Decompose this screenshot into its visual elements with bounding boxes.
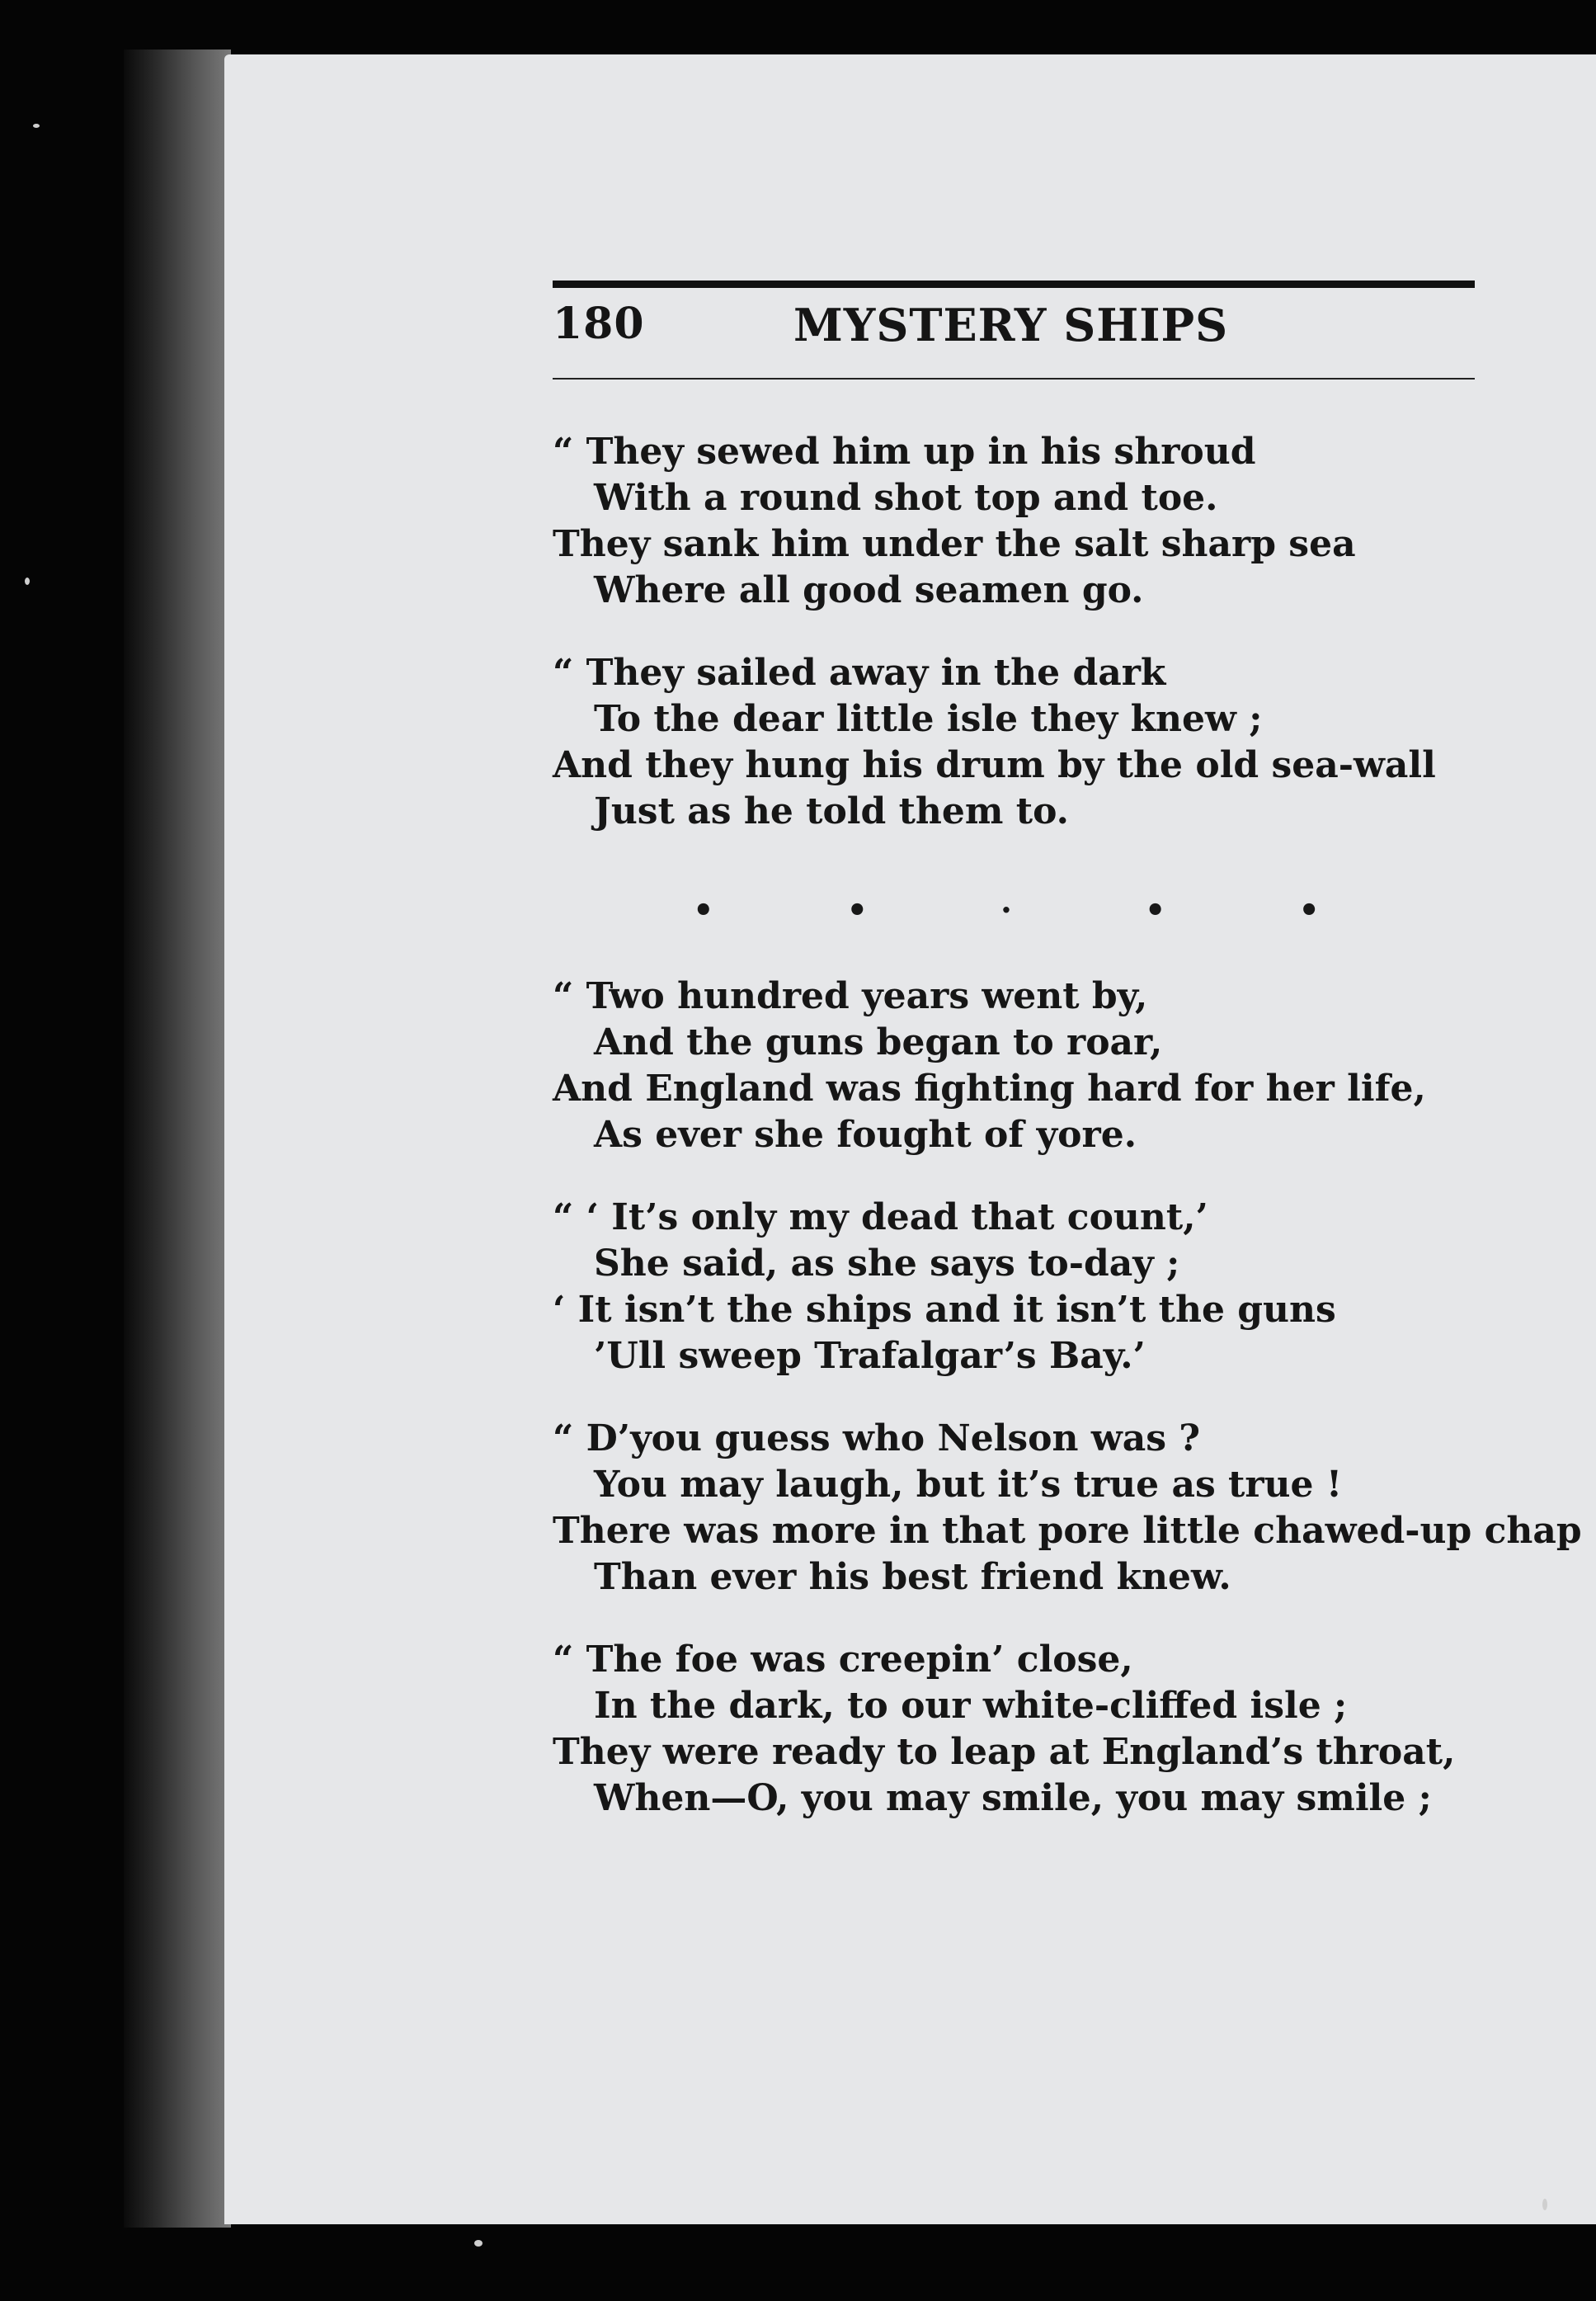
scan-speck [25,578,30,585]
poem-line: ’Ull sweep Trafalgar’s Bay.’ [594,1335,1146,1377]
ornament-dot: • [1144,891,1166,930]
ornament-dot: • [693,891,714,930]
stanza-1 [553,429,1526,614]
poem-line: And they hung his drum by the old sea-wall [553,744,1436,786]
scan-speck [474,2240,483,2247]
poem-line: She said, as she says to-day ; [594,1242,1180,1285]
scan-speck [1542,2199,1547,2210]
poem-line: “ They sailed away in the dark [553,652,1166,694]
poem-line: They sank him under the salt sharp sea [553,523,1356,565]
poem-line: “ D’you guess who Nelson was ? [553,1417,1201,1459]
running-head: MYSTERY SHIPS [793,299,1229,351]
poem-line: When—O, you may smile, you may smile ; [594,1777,1432,1819]
poem-line: Just as he told them to. [594,790,1069,832]
stanza-3 [553,974,1526,1158]
stanza-6 [553,1637,1526,1822]
poem-line: There was more in that pore little chawed-up chap [553,1510,1582,1552]
section-break-dots [693,891,1320,930]
header-rule-thin [553,378,1475,380]
poem-line: And England was fighting hard for her life, [553,1068,1426,1110]
book-page-edge [124,50,231,2228]
poem-line: And the guns began to roar, [594,1021,1163,1063]
page-number: 180 [553,299,645,349]
stanza-5 [553,1416,1582,1601]
poem-line: Than ever his best friend knew. [594,1556,1231,1598]
poem-line: With a round shot top and toe. [594,477,1218,519]
stanza-4 [553,1195,1526,1379]
ornament-dot: • [846,891,869,930]
poem-line: They were ready to leap at England’s throat, [553,1731,1456,1773]
poem-line: As ever she fought of yore. [594,1114,1137,1156]
scan-speck [33,124,40,128]
poem-line: “ ‘ It’s only my dead that count,’ [553,1196,1208,1238]
poem-line: You may laugh, but it’s true as true ! [594,1464,1343,1506]
poem-body [553,429,1582,1858]
poem-line: “ The foe was creepin’ close, [553,1639,1133,1681]
poem-line: ‘ It isn’t the ships and it isn’t the guns [553,1289,1336,1331]
header-rule-thick [553,281,1475,288]
stanza-2 [553,650,1526,835]
ornament-dot: · [1000,891,1012,930]
poem-line: In the dark, to our white-cliffed isle ; [594,1685,1348,1727]
poem-line: “ Two hundred years went by, [553,975,1148,1017]
ornament-dot: • [1298,891,1320,930]
poem-line: “ They sewed him up in his shroud [553,431,1256,473]
poem-line: Where all good seamen go. [594,569,1144,611]
poem-line: To the dear little isle they knew ; [594,698,1263,740]
